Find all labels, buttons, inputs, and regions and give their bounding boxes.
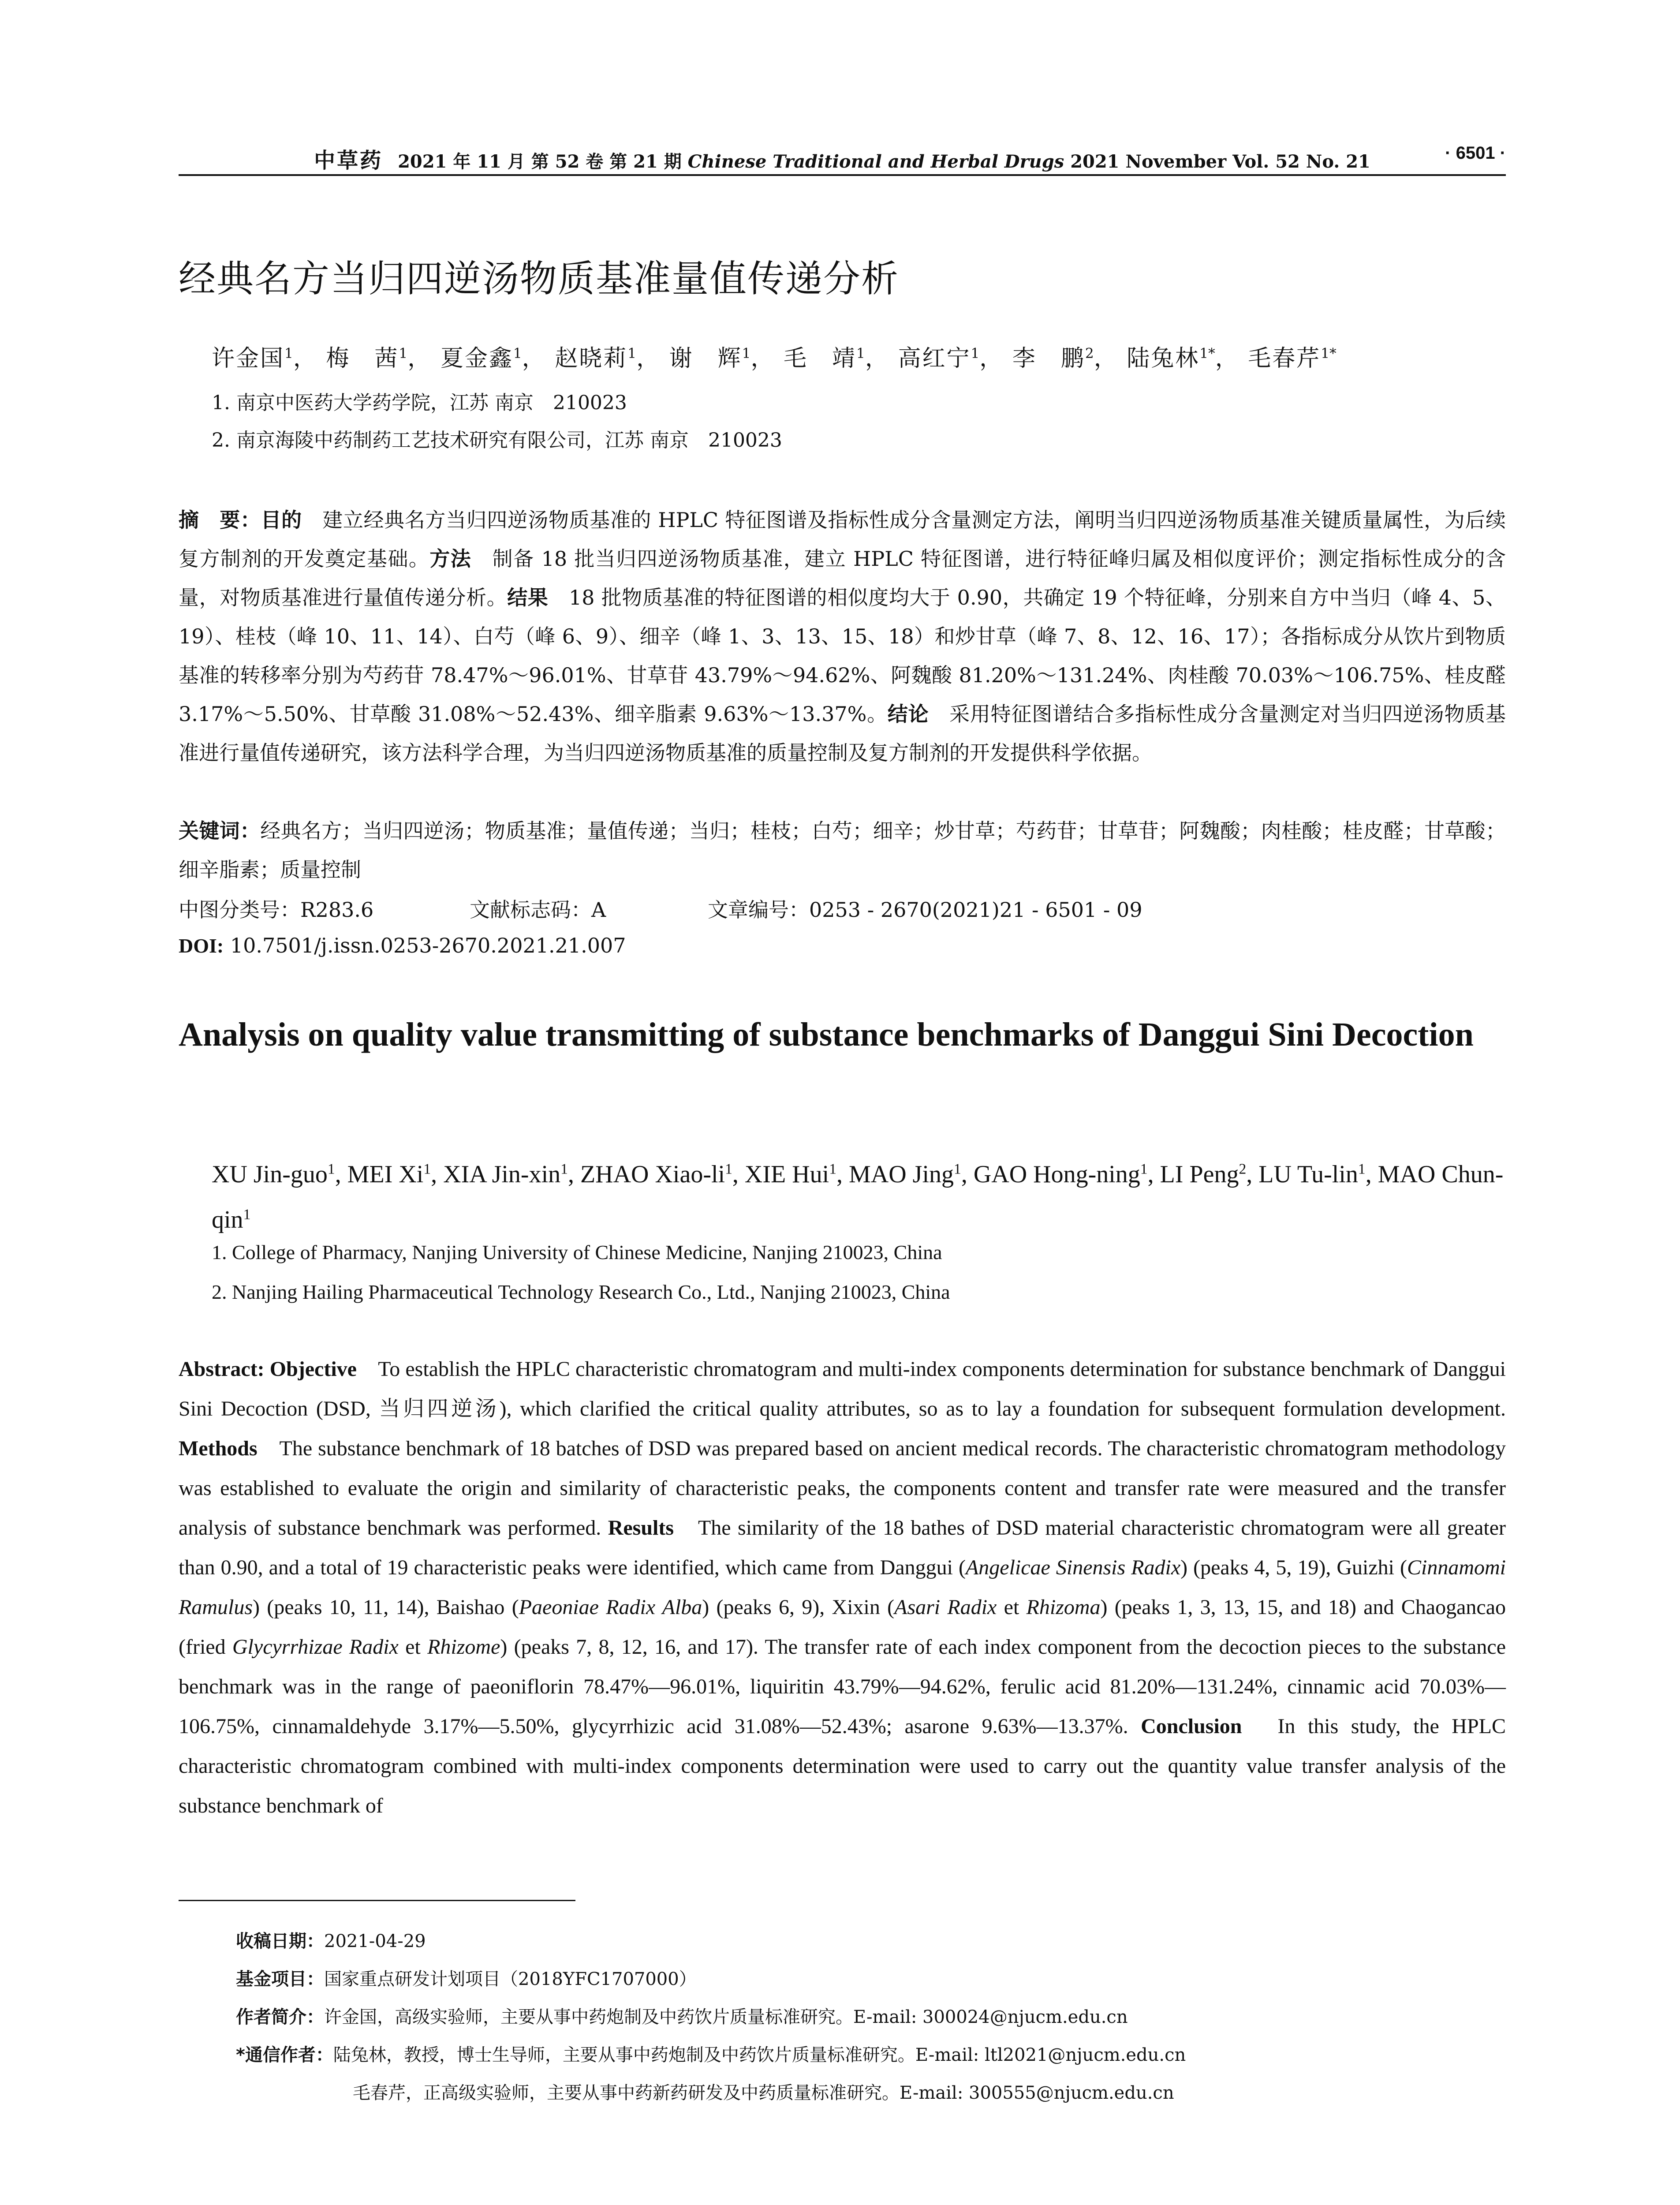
abstract-cn [179,501,1506,772]
objective-cn-label: 目的 [261,508,302,532]
abstract-cn-label: 摘 要： [179,508,261,532]
clc-value: R283.6 [300,898,374,922]
author-en: MAO Jing$^1$, [848,1160,974,1188]
author-cn: 夏金鑫$^1$， [440,345,546,372]
methods-en-label: Methods [179,1437,258,1460]
title-cn: 经典名方当归四逆汤物质基准量值传递分析 [179,257,900,300]
affiliation-cn-1: 1. 南京中医药大学药学院，江苏 南京 210023 [212,392,627,414]
footnote-received: 收稿日期：2021-04-29 [236,1931,426,1951]
article-no-value: 0253 - 2670(2021)21 - 6501 - 09 [809,898,1142,922]
doi-label: DOI: [179,934,224,957]
title-en: Analysis on quality value transmitting of substance benchmarks of Danggui Sini Decoction [179,1016,1474,1053]
journal-info [179,143,1506,174]
author-en: XU Jin-guo$^1$, [212,1160,347,1188]
journal-cn-name: 中草药 [314,148,383,173]
footnote-corresponding-2: 毛春芹，正高级实验师，主要从事中药新药研发及中药质量标准研究。E-mail: 300555@njucm.edu.cn [353,2083,1174,2103]
keywords-cn [179,811,1506,889]
doc-code-value: A [591,898,606,922]
author-cn: 高红宁$^1$， [898,345,1004,372]
authors-en [212,1149,1506,1240]
author-en: LU Tu-lin$^1$, [1258,1160,1378,1188]
doi-line [179,934,626,957]
keywords-cn-text: 经典名方；当归四逆汤；物质基准；量值传递；当归；桂枝；白芍；细辛；炒甘草；芍药苷；甘草苷；阿魏酸；肉桂酸；桂皮醛；甘草酸；细辛脂素；质量控制 [179,819,1506,882]
footnote-rule [179,1900,575,1901]
keywords-cn-label: 关键词： [179,819,261,843]
results-en: The similarity of the 18 bathes of DSD material characteristic chromatogram were all greater than 0.90, and a total of 19 characteristic peaks were identified, which came from Danggui (Angelicae Sinensis Radix) (peaks 4, 5, 19), Guizhi (Cinnamomi Ramulus) (peaks 10, 11, 14), Baishao (Paeoniae Radix Alba) (peaks 6, 9), Xixin (Asari Radix et Rhizoma) (peaks 1, 3, 13, 15, and 18) and Chaogancao (fried Glycyrrhizae Radix et Rhizome) (peaks 7, 8, 12, 16, and 17). The transfer rate of each index component from the decoction pieces to the substance benchmark was in the range of paeoniflorin 78.47%—96.01%, liquiritin 43.79%—94.62%, ferulic acid 81.20%—131.24%, cinnamic acid 70.03%—106.75%, cinnamaldehyde 3.17%—5.50%, glycyrrhizic acid 31.08%—52.43%; asarone 9.63%—13.37%. [179,1516,1506,1738]
methods-en: The substance benchmark of 18 batches of DSD was prepared based on ancient medical records. The characteristic chromatogram methodology was established to evaluate the origin and similarity of characteristic peaks, the components content and transfer rate were measured and the transfer analysis of substance benchmark was performed. [179,1437,1506,1540]
author-cn: 梅 茜$^1$， [326,345,432,372]
authors-cn [212,340,1337,373]
footnote-fund: 基金项目：国家重点研发计划项目（2018YFC1707000） [236,1969,697,1989]
results-cn: 18 批物质基准的特征图谱的相似度均大于 0.90，共确定 19 个特征峰，分别来自方中当归（峰 4、5、19）、桂枝（峰 10、11、14）、白芍（峰 6、9）、细辛（峰 1、3、13、15、18）和炒甘草（峰 7、8、12、16、17）；各指标成分从饮片到物质基准的转移率分别为芍药苷 78.47%～96.01%、甘草苷 43.79%～94.62%、阿魏酸 81.20%～131.24%、肉桂酸 70.03%～106.75%、桂皮醛 3.17%～5.50%、甘草酸 31.08%～52.43%、细辛脂素 9.63%～13.37%。 [179,586,1506,726]
journal-en-name: Chinese Traditional and Herbal Drugs [687,151,1064,172]
author-en: XIA Jin-xin$^1$, [443,1160,580,1188]
affiliation-en-2: 2. Nanjing Hailing Pharmaceutical Technology Research Co., Ltd., Nanjing 210023, China [212,1281,950,1303]
footnote-corresponding-1: *通信作者：陆兔林，教授，博士生导师，主要从事中药炮制及中药饮片质量标准研究。E-mail: ltl2021@njucm.edu.cn [236,2045,1186,2065]
author-cn: 赵晓莉$^1$， [555,345,661,372]
author-en: MEI Xi$^1$, [347,1160,444,1188]
clc-label: 中图分类号： [179,898,300,922]
author-cn: 毛 靖$^1$， [784,345,889,372]
conclusion-cn-label: 结论 [887,702,929,726]
classification-line [179,894,1142,923]
journal-issue-en: 2021 November Vol. 52 No. 21 [1070,151,1370,172]
running-header [179,143,1506,174]
author-cn: 毛春芹$^{1*}$ [1248,345,1337,372]
author-en: ZHAO Xiao-$li^1$, [580,1160,745,1188]
methods-cn: 制备 18 批当归四逆汤物质基准，建立 HPLC 特征图谱，进行特征峰归属及相似度评价；测定指标性成分的含量，对物质基准进行量值传递分析。 [179,547,1506,609]
results-en-label: Results [608,1516,674,1540]
author-cn: 谢 辉$^1$， [669,345,775,372]
article-no-label: 文章编号： [708,898,809,922]
conclusion-cn: 采用特征图谱结合多指标性成分含量测定对当归四逆汤物质基准进行量值传递研究，该方法科学合理，为当归四逆汤物质基准的质量控制及复方制剂的开发提供科学依据。 [179,702,1506,765]
author-en: GAO Hong-ning$^1$, [973,1160,1160,1188]
conclusion-en: In this study, the HPLC characteristic chromatogram combined with multi-index components determination were used to carry out the quantity value transfer analysis of the substance benchmark of [179,1715,1506,1817]
author-en: XIE Hui$^1$, [744,1160,849,1188]
methods-cn-label: 方法 [429,547,472,571]
objective-cn: 建立经典名方当归四逆汤物质基准的 HPLC 特征图谱及指标性成分含量测定方法，阐明当归四逆汤物质基准关键质量属性，为后续复方制剂的开发奠定基础。 [179,508,1506,571]
doi-value: 10.7501/j.issn.0253-2670.2021.21.007 [224,934,626,957]
objective-en: To establish the HPLC characteristic chromatogram and multi-index components determination for substance benchmark of Danggui Sini Decoction (DSD, 当归四逆汤), which clarified the critical quality attributes, so as to lay a foundation for subsequent formulation development. [179,1357,1506,1420]
page-number: · 6501 · [1445,143,1506,163]
header-rule [179,174,1506,176]
results-cn-label: 结果 [507,586,549,609]
affiliation-cn-2: 2. 南京海陵中药制药工艺技术研究有限公司，江苏 南京 210023 [212,429,782,452]
journal-issue-cn: 2021 年 11 月 第 52 卷 第 21 期 [398,151,682,172]
author-cn: 陆兔林$^{1*}$， [1127,345,1239,372]
conclusion-en-label: Conclusion [1141,1715,1242,1738]
author-en: MAO Chun-qin$^1$ [212,1160,1504,1234]
author-cn: 李 鹏$^2$， [1012,345,1118,372]
abstract-en [179,1349,1506,1826]
footnote-author-bio: 作者简介：许金国，高级实验师，主要从事中药炮制及中药饮片质量标准研究。E-mail: 300024@njucm.edu.cn [236,2007,1128,2027]
abstract-en-label: Abstract: Objective [179,1357,357,1381]
author-en: LI Peng$^2$, [1160,1160,1259,1188]
affiliation-en-1: 1. College of Pharmacy, Nanjing University of Chinese Medicine, Nanjing 210023, China [212,1241,942,1263]
author-cn: 许金国$^1$， [212,345,317,372]
doc-code-label: 文献标志码： [470,898,591,922]
